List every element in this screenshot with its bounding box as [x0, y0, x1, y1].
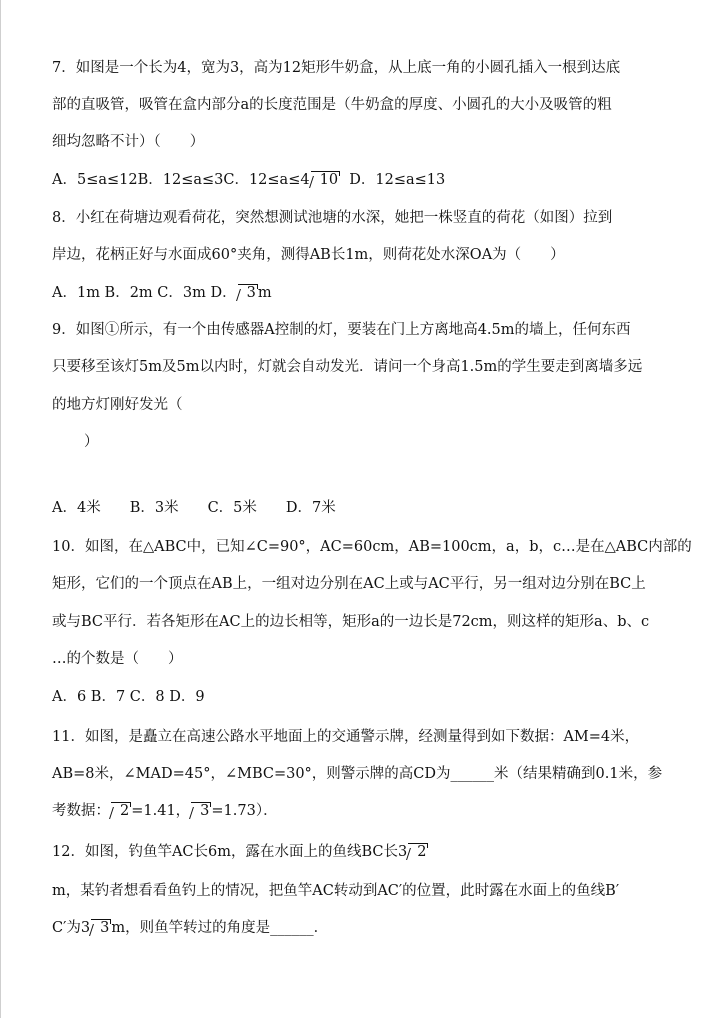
q11-sqrt3-value: =1.73）． — [211, 803, 278, 819]
q11-sqrt2: 2 — [111, 802, 131, 819]
q11-line-1: 11．如图，是矗立在高速公路水平地面上的交通警示牌，经测量得到如下数据：AM=4米， — [52, 729, 640, 745]
q12-bc-prime-radical: 3 — [91, 919, 111, 936]
q12-line-1 — [52, 842, 690, 862]
q9-line-3: 的地方灯刚好发光（ — [52, 397, 183, 413]
q9-line-1: 9．如图①所示，有一个由传感器A控制的灯，要装在门上方离地高4.5m的墙上，任何东西 — [52, 322, 631, 338]
q11-reference-label: 考数据： — [52, 803, 110, 819]
q8-line-2: 岸边，花柄正好与水面成60°夹角，测得AB长1m，则荷花处水深OA为（ ） — [52, 247, 565, 263]
q7-option-c-radical: 10 — [311, 171, 340, 188]
q12-line-1-text: 12．如图，钓鱼竿AC长6m，露在水面上的鱼线BC长3 — [52, 844, 408, 860]
q12-line-3 — [52, 918, 690, 938]
q12-line-3-tail: m，则鱼竿转过的角度是______． — [111, 920, 329, 936]
q7-options — [52, 170, 690, 190]
q12-line-3-text: C′为3 — [52, 920, 91, 936]
q8-options-text: A．1m B．2m C．3m D． — [52, 285, 237, 301]
q8-option-d-unit: m — [257, 285, 272, 301]
q11-line-2: AB=8米，∠MAD=45°，∠MBC=30°，则警示牌的高CD为______米（结果精确到0.1米，参 — [52, 766, 663, 782]
q7-option-d: D．12≤a≤13 — [349, 172, 446, 188]
q9-line-4: ） — [84, 434, 99, 450]
q7-option-abc: A．5≤a≤12B．12≤a≤3C．12≤a≤4 — [52, 172, 310, 188]
q7-line-2: 部的直吸管，吸管在盒内部分a的长度范围是（牛奶盒的厚度、小圆孔的大小及吸管的粗 — [52, 97, 612, 113]
q10-line-2: 矩形，它们的一个顶点在AB上，一组对边分别在AC上或与AC平行，另一组对边分别在BC上 — [52, 576, 646, 592]
q8-line-1: 8．小红在荷塘边观看荷花，突然想测试池塘的水深，她把一株竖直的荷花（如图）拉到 — [52, 210, 613, 226]
q8-options — [52, 283, 690, 303]
q12-bc-radical: 2 — [408, 843, 428, 860]
q12-line-2: m，某钓者想看看鱼钓上的情况，把鱼竿AC转动到AC′的位置，此时露在水面上的鱼线B′ — [52, 883, 620, 899]
page-border — [0, 0, 1, 1018]
q11-sqrt2-value: =1.41， — [131, 803, 191, 819]
q10-options: A．6 B．7 C．8 D．9 — [52, 689, 205, 705]
q11-line-3 — [52, 801, 690, 821]
q9-line-2: 只要移至该灯5m及5m以内时，灯就会自动发光．请问一个身高1.5m的学生要走到离墙多远 — [52, 359, 643, 375]
q9-options: A．4米 B．3米 C．5米 D．7米 — [52, 500, 336, 516]
q8-option-d-radical: 3 — [238, 284, 258, 301]
q11-sqrt3: 3 — [191, 802, 211, 819]
q10-line-1: 10．如图，在△ABC中，已知∠C=90°，AC=60cm，AB=100cm，a，b，c…是在△ABC内部的 — [52, 539, 692, 555]
q7-line-3: 细均忽略不计）（ ） — [52, 134, 205, 150]
q10-line-4: …的个数是（ ） — [52, 651, 183, 667]
q7-line-1: 7．如图是一个长为4，宽为3，高为12矩形牛奶盒，从上底一角的小圆孔插入一根到达底 — [52, 60, 621, 76]
q10-line-3: 或与BC平行．若各矩形在AC上的边长相等，矩形a的一边长是72cm，则这样的矩形a、b、c — [52, 614, 650, 630]
